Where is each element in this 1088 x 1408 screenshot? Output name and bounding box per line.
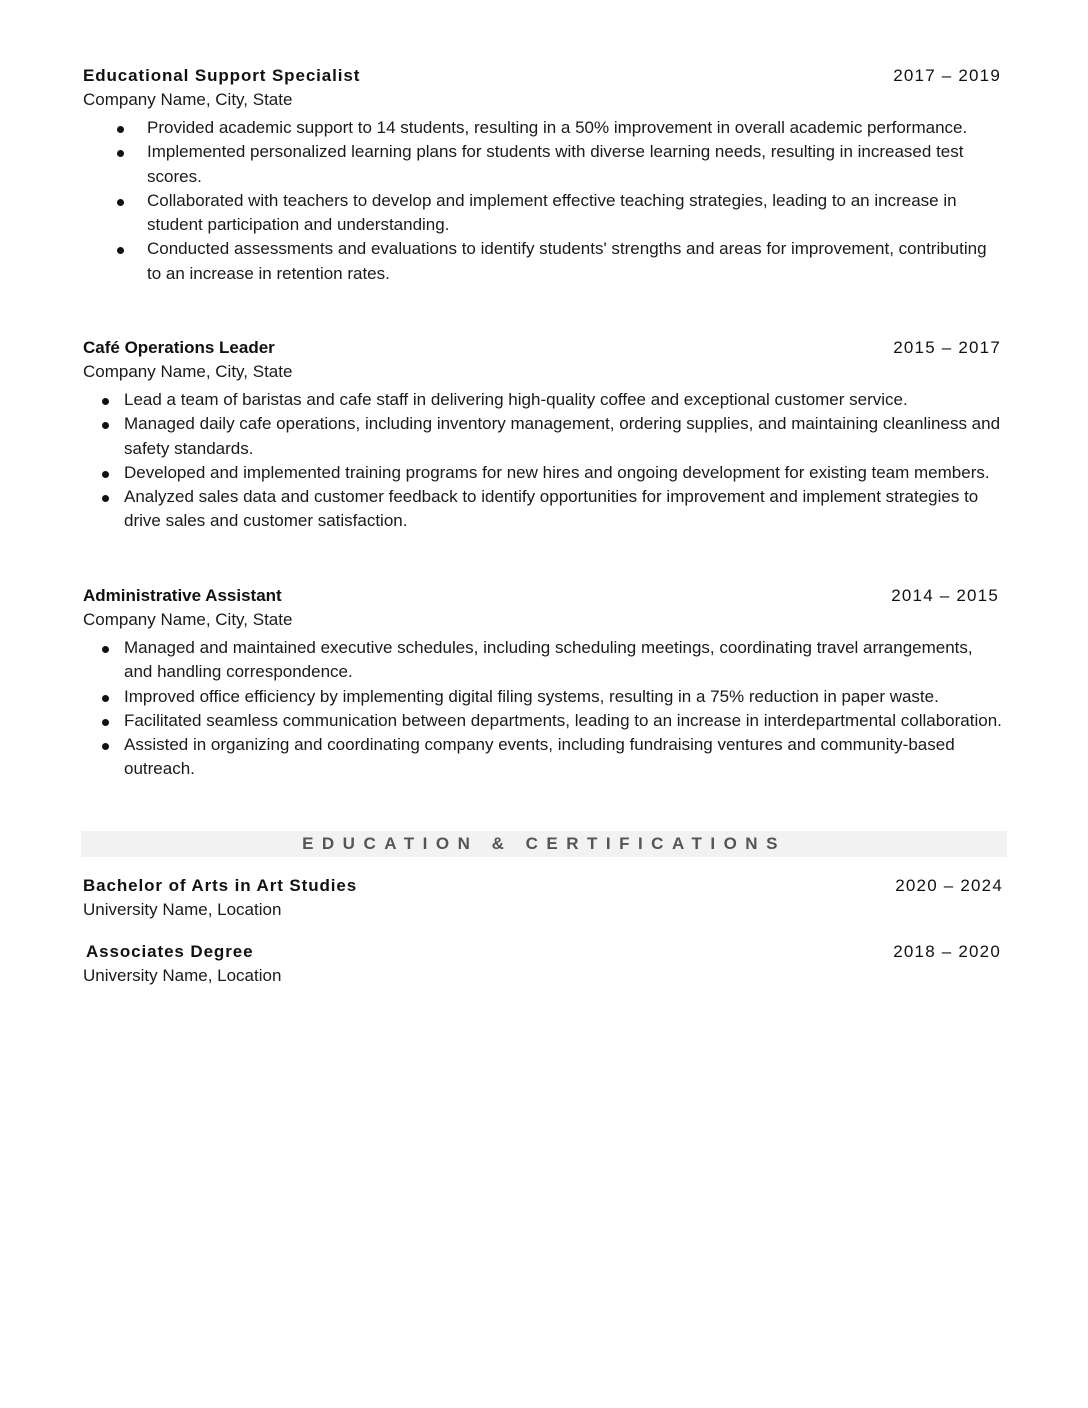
degree-title: Bachelor of Arts in Art Studies [83, 876, 358, 895]
bullet-item: Developed and implemented training programs for new hires and ongoing development for existing team members. [83, 461, 1003, 485]
school-line: University Name, Location [83, 900, 282, 919]
bullet-item: Collaborated with teachers to develop and implement effective teaching strategies, leading to an increase in student participation and understanding. [83, 189, 1003, 238]
job-dates: 2014 – 2015 [891, 586, 999, 605]
bullet-item: Facilitated seamless communication between departments, leading to an increase in interdepartmental collaboration. [83, 709, 1003, 733]
education-entry-associates [83, 940, 1005, 988]
bullet-item: Implemented personalized learning plans for students with diverse learning needs, resulting in increased test scores. [83, 140, 1003, 189]
school-line: University Name, Location [83, 966, 282, 985]
bullet-item: Analyzed sales data and customer feedback to identify opportunities for improvement and implement strategies to drive sales and customer satisfaction. [83, 485, 1003, 534]
bullet-dot-icon [102, 719, 109, 726]
degree-title: Associates Degree [86, 942, 254, 961]
job-entry-educational-support-specialist [83, 64, 1003, 286]
job-header [83, 336, 1003, 360]
company-line: Company Name, City, State [83, 610, 293, 629]
job-header [83, 584, 1003, 608]
education-dates: 2020 – 2024 [895, 876, 1003, 895]
job-title: Café Operations Leader [83, 338, 275, 357]
education-dates: 2018 – 2020 [893, 942, 1001, 961]
job-dates: 2017 – 2019 [893, 66, 1001, 85]
bullet-dot-icon [102, 646, 109, 653]
bullet-item: Conducted assessments and evaluations to identify students' strengths and areas for improvement, contributing to an increase in retention rates. [83, 237, 1003, 286]
job-dates: 2015 – 2017 [893, 338, 1001, 357]
job-bullets [83, 636, 1003, 782]
job-entry-cafe-operations-leader [83, 336, 1003, 534]
bullet-dot-icon [102, 471, 109, 478]
bullet-dot-icon [117, 150, 124, 157]
job-entry-administrative-assistant [83, 584, 1003, 782]
education-entry-bachelor [83, 874, 1005, 922]
bullet-dot-icon [102, 743, 109, 750]
company-line: Company Name, City, State [83, 90, 293, 109]
job-title: Educational Support Specialist [83, 66, 361, 85]
bullet-dot-icon [102, 695, 109, 702]
bullet-item: Managed daily cafe operations, including inventory management, ordering supplies, and maintaining cleanliness and safety standards. [83, 412, 1003, 461]
section-title: EDUCATION & CERTIFICATIONS [302, 834, 786, 853]
bullet-item: Assisted in organizing and coordinating company events, including fundraising ventures and community-based outreach. [83, 733, 1003, 782]
job-bullets [83, 116, 1003, 286]
bullet-dot-icon [102, 398, 109, 405]
job-title: Administrative Assistant [83, 586, 282, 605]
bullet-dot-icon [117, 126, 124, 133]
bullet-dot-icon [117, 247, 124, 254]
job-bullets [83, 388, 1003, 534]
bullet-item: Managed and maintained executive schedules, including scheduling meetings, coordinating travel arrangements, and handling correspondence. [83, 636, 1003, 685]
education-header [83, 874, 1005, 898]
bullet-dot-icon [102, 495, 109, 502]
bullet-dot-icon [117, 199, 124, 206]
company-line: Company Name, City, State [83, 362, 293, 381]
education-section-header [81, 831, 1007, 857]
bullet-dot-icon [102, 422, 109, 429]
bullet-item: Provided academic support to 14 students, resulting in a 50% improvement in overall academic performance. [83, 116, 1003, 140]
education-header [83, 940, 1005, 964]
bullet-item: Improved office efficiency by implementing digital filing systems, resulting in a 75% reduction in paper waste. [83, 685, 1003, 709]
job-header [83, 64, 1003, 88]
bullet-item: Lead a team of baristas and cafe staff in delivering high-quality coffee and exceptional customer service. [83, 388, 1003, 412]
